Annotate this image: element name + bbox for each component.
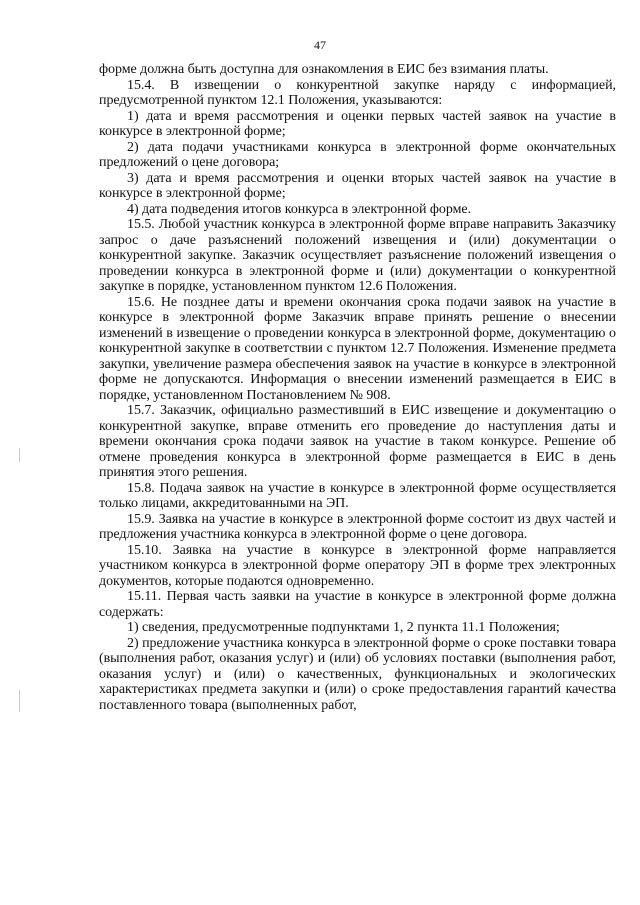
- list-item-15-11-1: 1) сведения, предусмотренные подпунктами 1, 2 пункта 11.1 Положения;: [127, 620, 560, 635]
- paragraph-15-4: 15.4. В извещении о конкурентной закупке наряду с информацией, предусмотренной пунктом 12.1 Положения, указываются:: [99, 77, 616, 108]
- list-item-15-4-4: 4) дата подведения итогов конкурса в электронной форме.: [127, 201, 472, 217]
- paragraph-intro-continuation: форме должна быть доступна для ознакомления в ЕИС без взимания платы.: [99, 62, 549, 77]
- paragraph-15-7: 15.7. Заказчик, официально разместивший в ЕИС извещение и документацию о конкурентной закупке, вправе отменить его проведение до наступления даты и времени окончания срока подачи заявок на участие в таком конкурсе. Решение об отмене проведения конкурса в электронной форме размещается в ЕИС в день принятия этого решения.: [99, 403, 616, 480]
- scan-margin-mark: [19, 448, 20, 462]
- paragraph-15-9: 15.9. Заявка на участие в конкурсе в электронной форме состоит из двух частей и предложения участника конкурса в электронной форме о цене договора.: [99, 511, 616, 542]
- page-number: 47: [314, 38, 326, 52]
- document-body: [99, 62, 616, 713]
- paragraph-15-10: 15.10. Заявка на участие в конкурсе в электронной форме направляется участником конкурса в электронной форме оператору ЭП в форме трех электронных документов, которые подаются одновременно.: [99, 542, 616, 589]
- list-item-15-11-2: 2) предложение участника конкурса в электронной форме о сроке поставки товара (выполнения работ, оказания услуг) и (или) об условиях поставки (выполнения работ, оказания услуг) и (или) о качественных, функциональных и экологических характеристиках предмета закупки и (или) о сроке предоставления гарантий качества поставленного товара (выполненных работ,: [99, 635, 616, 713]
- paragraph-15-11: 15.11. Первая часть заявки на участие в конкурсе в электронной форме должна содержать:: [99, 589, 616, 620]
- paragraph-15-8: 15.8. Подача заявок на участие в конкурсе в электронной форме осуществляется только лицами, аккредитованными на ЭП.: [99, 480, 616, 511]
- paragraph-15-6: 15.6. Не позднее даты и времени окончания срока подачи заявок на участие в конкурсе в электронной форме Заказчик вправе принять решение о внесении изменений в извещение о проведении конкурса в электронной форме, документацию о конкурентной закупке в соответствии с пунктом 12.7 Положения. Изменение предмета закупки, увеличение размера обеспечения заявок на участие в конкурсе в электронной форме не допускаются. Информация о внесении изменений размещается в ЕИС в порядке, установленном Постановлением № 908.: [99, 294, 616, 403]
- list-item-15-4-2: 2) дата подачи участниками конкурса в электронной форме окончательных предложений о цене договора;: [99, 139, 616, 170]
- scan-margin-mark: [19, 690, 20, 712]
- list-item-15-4-3: 3) дата и время рассмотрения и оценки вторых частей заявок на участие в конкурсе в электронной форме;: [99, 170, 616, 201]
- paragraph-15-5: 15.5. Любой участник конкурса в электронной форме вправе направить Заказчику запрос о даче разъяснений положений извещения и (или) документации о конкурентной закупке. Заказчик осуществляет разъяснение положений извещения о проведении конкурса в электронной форме и (или) документации о конкурентной закупке в порядке, установленном пунктом 12.6 Положения.: [99, 217, 616, 294]
- list-item-15-4-1: 1) дата и время рассмотрения и оценки первых частей заявок на участие в конкурсе в электронной форме;: [99, 108, 616, 139]
